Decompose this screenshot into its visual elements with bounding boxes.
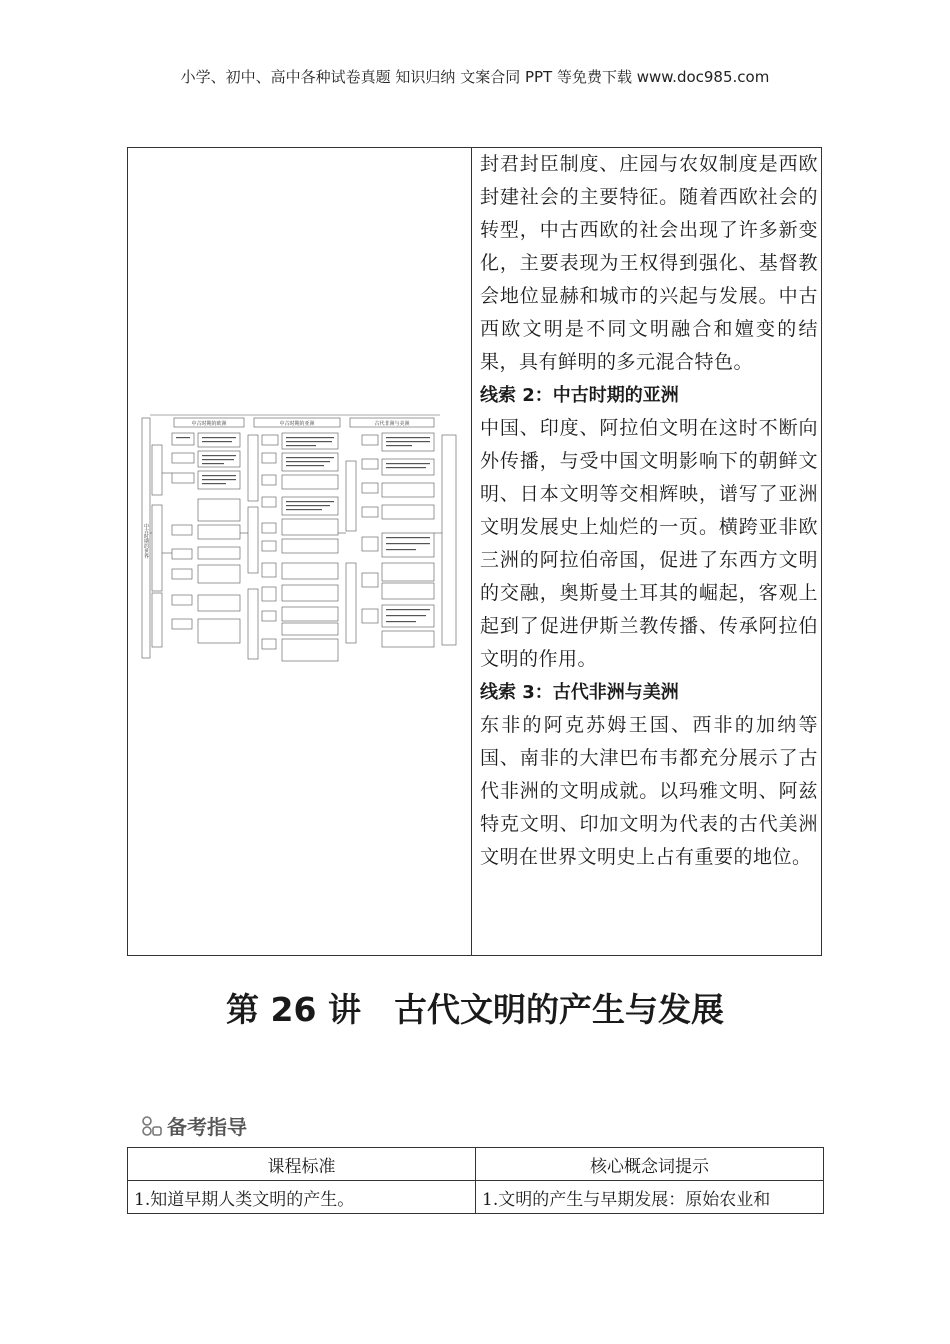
header-curriculum: 课程标准 — [128, 1148, 476, 1181]
cell-concept-1: 1.文明的产生与早期发展：原始农业和 — [476, 1181, 824, 1214]
diagram-col-label-2: 中古时期的亚洲 — [279, 421, 315, 427]
diagram-col-label-1: 中古时期的欧洲 — [191, 421, 227, 427]
lesson-title: 第 26 讲 古代文明的产生与发展 — [226, 990, 724, 1029]
table-header-row — [128, 1148, 824, 1181]
cell-curriculum-1: 1.知道早期人类文明的产生。 — [128, 1181, 476, 1214]
table-row — [128, 1181, 824, 1214]
page-header: 小学、初中、高中各种试卷真题 知识归纳 文案合同 PPT 等免费下载 www.doc985.com — [180, 68, 770, 86]
diagram-col-label-3: 古代非洲与美洲 — [374, 421, 410, 427]
header-core-concepts: 核心概念词提示 — [476, 1148, 824, 1181]
paragraph-africa-america: 东非的阿克苏姆王国、西非的加纳等国、南非的大津巴布韦都充分展示了古代非洲的文明成就。以玛雅文明、阿兹特克文明、印加文明为代表的古代美洲文明在世界文明史上占有重要的地位。 — [480, 714, 818, 868]
paragraph-asia: 中国、印度、阿拉伯文明在这时不断向外传播，与受中国文明影响下的朝鲜文明、日本文明等交相辉映，谱写了亚洲文明发展史上灿烂的一页。横跨亚非欧三洲的阿拉伯帝国，促进了东西方文明的交融，奥斯曼土耳其的崛起，客观上起到了促进伊斯兰教传播、传承阿拉伯文明的作用。 — [480, 417, 818, 670]
guide-heading — [141, 1111, 247, 1140]
column-divider — [471, 148, 472, 955]
paragraph-europe: 封君封臣制度、庄园与农奴制度是西欧封建社会的主要特征。随着西欧社会的转型，中古西欧的社会出现了许多新变化，主要表现为王权得到强化、基督教会地位显赫和城市的兴起与发展。中古西欧文明是不同文明融合和嬗变的结果，具有鲜明的多元混合特色。 — [480, 153, 818, 373]
right-column — [480, 148, 818, 874]
guide-icon — [141, 1115, 163, 1137]
summary-table — [127, 147, 822, 956]
knowledge-diagram — [140, 413, 464, 671]
clue-2-heading: 线索 2：中古时期的亚洲 — [480, 385, 679, 406]
guide-label: 备考指导 — [167, 1115, 247, 1139]
standards-table — [127, 1147, 824, 1214]
clue-3-heading: 线索 3：古代非洲与美洲 — [480, 682, 679, 703]
diagram-root-label: 中古时期的世界 — [143, 523, 149, 559]
